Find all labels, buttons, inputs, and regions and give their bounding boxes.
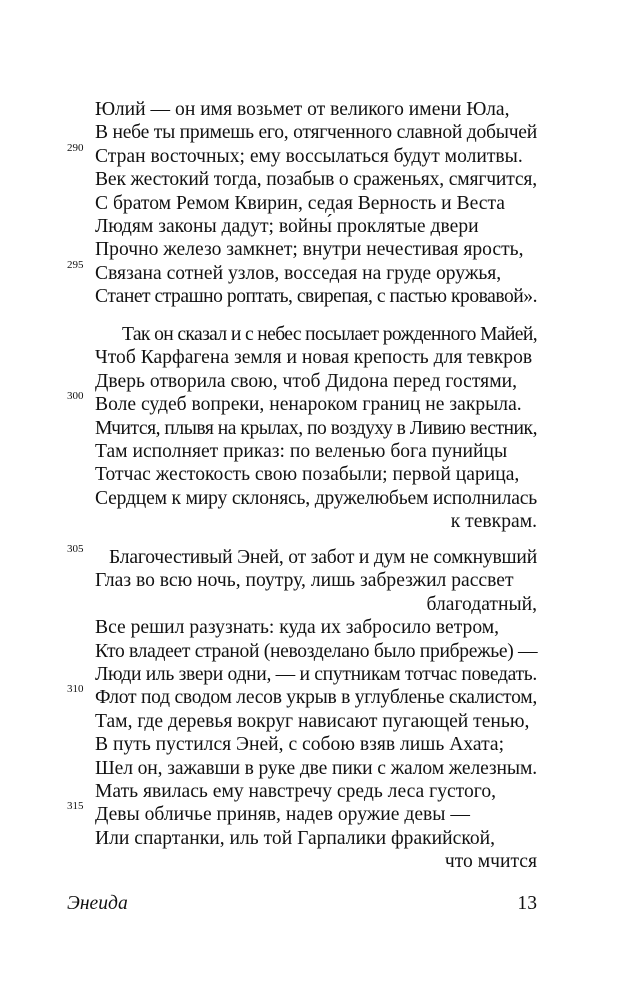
verse-line [0,141,632,168]
verse-line [0,569,632,592]
verse-line [0,121,632,144]
verse-line [0,238,632,261]
line-number: 305 [67,543,84,555]
verse-text: Там исполняет приказ: по веленью бога пунийцы [95,440,508,462]
verse-text: Флот под сводом лесов укрыв в углубленье скалистом, [95,687,538,709]
verse-text: Станет страшно роптать, свирепая, с пастью кровавой». [95,286,538,308]
stanza-3 [0,543,632,873]
verse-text: Тотчас жестокость свою позабыли; первой царица, [95,464,520,486]
line-number: 300 [67,390,84,403]
verse-text: Там, где деревья вокруг нависают пугающей тенью, [95,710,530,732]
verse-text: Глаз во всю ночь, поутру, лишь забрезжил рассвет [95,570,514,592]
verse-text: Чтоб Карфагена земля и новая крепость для тевкров [95,347,533,369]
verse-line-continuation [0,850,632,873]
verse-line [0,663,632,686]
verse-text: к тевкрам. [450,511,537,533]
verse-text: Так он сказал и с небес посылает рожденного Майей, [122,324,537,345]
verse-line [0,323,632,346]
running-footer-title: Энеида [67,893,128,914]
verse-line [0,258,632,285]
verse-text: Стран восточных; ему воссылаться будут молитвы. [95,145,523,167]
verse-line [0,417,632,440]
verse-line [0,800,632,826]
verse-line [0,827,632,850]
verse-line [0,733,632,756]
verse-line [0,192,632,215]
verse-text: Или спартанки, иль той Гарпалики фракийской, [95,827,496,849]
verse-text: Благочестивый Эней, от забот и дум не сомкнувший [109,547,537,568]
verse-text: В небе ты примешь его, отягченного славной добычей [95,122,537,144]
verse-line [0,710,632,733]
verse-line [0,463,632,486]
verse-text: Шел он, зажавши в руке две пики с жалом железным. [95,757,537,779]
verse-text: Мчится, плывя на крылах, по воздуху в Ливию вестник, [95,417,537,439]
verse-line [0,640,632,663]
verse-text: Воле судеб вопреки, ненароком границ не закрыла. [95,394,522,416]
verse-text: Век жестокий тогда, позабыв о сраженьях, смягчится, [95,169,537,191]
verse-line [0,98,632,121]
verse-line-continuation [0,510,632,533]
verse-line-continuation [0,593,632,616]
verse-line [0,757,632,780]
verse-line [0,543,632,569]
verse-line [0,780,632,803]
verse-text: Дверь отворила свою, чтоб Дидона перед гостями, [95,370,517,392]
verse-text: Девы обличье приняв, надев оружие девы — [95,804,470,826]
stanza-2 [0,323,632,534]
verse-line [0,683,632,709]
verse-line [0,285,632,308]
stanza-1 [0,98,632,309]
verse-line [0,390,632,416]
line-number: 310 [67,683,84,696]
verse-text: Все решил разузнать: куда их забросило ветром, [95,617,500,639]
verse-text: Прочно железо замкнет; внутри нечестивая ярость, [95,239,524,261]
verse-text: Мать явилась ему навстречу средь леса густого, [95,780,497,802]
verse-line [0,616,632,639]
verse-text: Люди иль звери одни, — и спутникам тотчас поведать. [95,663,537,685]
verse-text: Людям законы дадут; войны́ проклятые двери [95,215,479,237]
page-number: 13 [517,893,537,914]
line-number: 290 [67,141,84,154]
verse-text: Сердцем к миру склонясь, дружелюбьем исполнилась [95,487,537,509]
verse-text: Кто владеет страной (невозделано было прибрежье) — [95,640,538,662]
verse-text: благодатный, [426,593,537,615]
verse-line [0,440,632,463]
line-number: 315 [67,800,84,813]
verse-text: С братом Ремом Квирин, седая Верность и Веста [95,192,505,214]
verse-text: В путь пустился Эней, с собою взяв лишь Ахата; [95,734,505,756]
verse-line [0,346,632,369]
verse-line [0,215,632,238]
verse-line [0,168,632,191]
line-number: 295 [67,258,84,271]
verse-text: Связана сотней узлов, восседая на груде оружья, [95,262,502,284]
verse-line [0,487,632,510]
verse-line [0,370,632,393]
verse-text: что мчится [444,851,537,873]
verse-text: Юлий — он имя возьмет от великого имени Юла, [95,99,510,120]
